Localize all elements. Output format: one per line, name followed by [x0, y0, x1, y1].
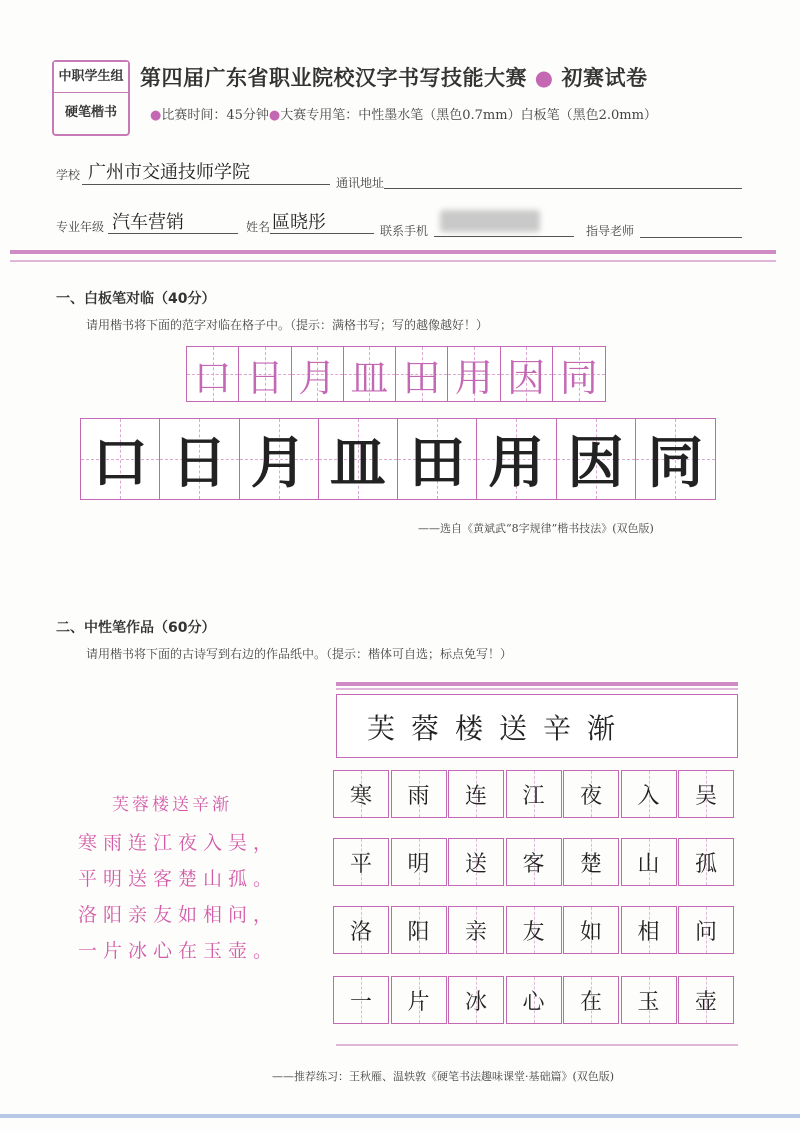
work-grid-character: 山: [637, 851, 660, 877]
grid-cell: [292, 347, 344, 401]
section2-heading: 二、中性笔作品（60分）: [56, 620, 216, 636]
work-grid-cell[interactable]: [333, 906, 389, 954]
work-grid-row: [333, 906, 736, 954]
work-grid-character: 入: [637, 783, 660, 809]
work-grid-cell[interactable]: [333, 770, 389, 818]
work-grid-character: 阳: [407, 919, 430, 945]
grid-cell: [396, 347, 448, 401]
grid-cell: [239, 347, 291, 401]
work-grid-cell[interactable]: [333, 976, 389, 1024]
grid-cell: [557, 419, 636, 499]
work-grid-cell[interactable]: [448, 906, 504, 954]
exam-title-suffix: 初赛试卷: [561, 66, 648, 90]
work-grid-cell[interactable]: [506, 976, 562, 1024]
category-badge: [52, 60, 130, 136]
exam-time: 比赛时间：45分钟: [161, 108, 269, 123]
work-grid-cell[interactable]: [621, 906, 677, 954]
badge-style-label: 硬笔楷书: [64, 105, 117, 120]
work-grid-character: 壶: [694, 989, 717, 1015]
grid-cell: [477, 419, 556, 499]
work-grid-character: 寒: [349, 783, 372, 809]
poem-line: 一片冰心在玉壶。: [78, 940, 279, 962]
work-grid-character: 亲: [464, 919, 487, 945]
work-title-box[interactable]: [336, 694, 738, 758]
work-grid-character: 平: [349, 851, 372, 877]
work-grid-cell[interactable]: [506, 770, 562, 818]
work-grid-cell[interactable]: [391, 906, 447, 954]
work-grid-character: 洛: [349, 919, 372, 945]
name-underline: [270, 233, 374, 234]
work-grid-cell[interactable]: [678, 770, 734, 818]
grid-cell: [553, 347, 605, 401]
grid-character: 口: [92, 431, 149, 496]
exam-pen: 大赛专用笔：中性墨水笔（黑色0.7mm）白板笔（黑色2.0mm）: [280, 108, 657, 123]
work-grid-character: 连: [464, 783, 487, 809]
grid-cell: [240, 419, 319, 499]
work-grid-cell[interactable]: [333, 838, 389, 886]
work-grid-character: 片: [407, 989, 430, 1015]
grid-character: 田: [402, 355, 441, 400]
work-grid-character: 友: [522, 919, 545, 945]
work-grid-cell[interactable]: [391, 838, 447, 886]
work-grid-character: 玉: [637, 989, 660, 1015]
work-grid-cell[interactable]: [621, 838, 677, 886]
work-grid-cell[interactable]: [621, 770, 677, 818]
work-grid-character: 冰: [464, 989, 487, 1015]
grid-cell: [636, 419, 715, 499]
grid-character: 因: [507, 355, 546, 400]
work-grid-row: [333, 838, 736, 886]
grid-character: 同: [647, 431, 704, 496]
grid-cell: [501, 347, 553, 401]
school-label: 学校: [56, 168, 81, 182]
grid-cell: [448, 347, 500, 401]
work-grid-cell[interactable]: [563, 770, 619, 818]
work-grid-cell[interactable]: [448, 976, 504, 1024]
model-character-grid: [186, 346, 606, 402]
name-label: 姓名: [246, 220, 271, 234]
work-grid-cell[interactable]: [678, 838, 734, 886]
work-grid-character: 问: [694, 919, 717, 945]
teacher-field[interactable]: [640, 237, 742, 238]
section2-instruction: 请用楷书将下面的古诗写到右边的作品纸中。（提示：楷体可自选；标点免写！）: [86, 647, 513, 661]
work-grid-row: [333, 976, 736, 1024]
grid-cell: [398, 419, 477, 499]
paper-top-band: [336, 682, 738, 686]
teacher-label: 指导老师: [586, 224, 635, 238]
name-value: 區晓彤: [272, 212, 326, 233]
phone-label: 联系手机: [380, 224, 429, 238]
work-grid-cell[interactable]: [563, 976, 619, 1024]
paper-top-band-thin: [336, 688, 738, 690]
section1-heading: 一、白板笔对临（40分）: [56, 291, 216, 307]
grid-character: 日: [171, 431, 228, 496]
work-grid-character: 吴: [694, 783, 717, 809]
work-grid-cell[interactable]: [563, 838, 619, 886]
grid-character: 皿: [329, 431, 386, 496]
address-label: 通讯地址: [336, 176, 385, 190]
grid-character: 同: [559, 355, 598, 400]
work-grid-character: 相: [637, 919, 660, 945]
grid-character: 日: [245, 355, 284, 400]
major-underline: [108, 233, 238, 234]
grid-character: 因: [567, 431, 624, 496]
grid-cell: [187, 347, 239, 401]
work-grid-cell[interactable]: [391, 976, 447, 1024]
work-grid-character: 如: [579, 919, 602, 945]
school-value: 广州市交通技师学院: [88, 162, 250, 183]
work-title-text: 芙蓉楼送辛渐: [367, 712, 632, 745]
grid-character: 月: [250, 431, 307, 496]
poem-line: 洛阳亲友如相问，: [78, 904, 279, 926]
work-grid-cell[interactable]: [563, 906, 619, 954]
grid-cell: [81, 419, 160, 499]
page-bottom-band: [0, 1114, 800, 1118]
work-grid-row: [333, 770, 736, 818]
work-grid-character: 孤: [694, 851, 717, 877]
work-grid-character: 送: [464, 851, 487, 877]
phone-redacted: [440, 210, 540, 232]
exam-title: 第四届广东省职业院校汉字书写技能大赛 ● 初赛试卷: [140, 66, 648, 90]
work-grid-character: 楚: [579, 851, 602, 877]
badge-group-label: 中职学生组: [54, 62, 128, 93]
grid-character: 月: [298, 355, 337, 400]
grid-cell: [319, 419, 398, 499]
grid-cell: [160, 419, 239, 499]
section1-source: ——选自《黄斌武“8字规律”楷书技法》(双色版): [418, 522, 654, 535]
divider-band-thin: [10, 260, 776, 262]
school-underline: [82, 184, 330, 185]
section2-source: ——推荐练习：王秋雁、温轶敦《硬笔书法趣味课堂·基础篇》(双色版): [272, 1070, 615, 1083]
paper-bottom-band: [336, 1044, 738, 1046]
address-field[interactable]: [384, 188, 742, 189]
poem-line: 寒雨连江夜入吴，: [78, 832, 279, 854]
work-grid-cell[interactable]: [678, 976, 734, 1024]
work-grid-character: 一: [349, 989, 372, 1015]
grid-character: 口: [193, 355, 232, 400]
phone-underline: [434, 236, 574, 237]
grid-character: 用: [454, 355, 493, 400]
grid-character: 田: [409, 431, 466, 496]
grid-character: 用: [488, 431, 545, 496]
poem-line: 平明送客楚山孤。: [78, 868, 279, 890]
work-grid-cell[interactable]: [448, 838, 504, 886]
work-grid-character: 心: [522, 989, 545, 1015]
major-value: 汽车营销: [112, 212, 184, 233]
work-grid-cell[interactable]: [506, 906, 562, 954]
poem-title: 芙蓉楼送辛渐: [112, 795, 232, 815]
work-grid-character: 江: [522, 783, 545, 809]
major-label: 专业年级: [56, 220, 105, 234]
work-grid-cell[interactable]: [678, 906, 734, 954]
work-grid-character: 在: [579, 989, 602, 1015]
work-grid-cell[interactable]: [391, 770, 447, 818]
practice-character-grid[interactable]: [80, 418, 716, 500]
work-grid-cell[interactable]: [621, 976, 677, 1024]
work-grid-character: 夜: [579, 783, 602, 809]
exam-subtitle: ●比赛时间：45分钟●大赛专用笔：中性墨水笔（黑色0.7mm）白板笔（黑色2.0mm）: [150, 108, 657, 123]
work-grid-cell[interactable]: [448, 770, 504, 818]
work-grid-character: 明: [407, 851, 430, 877]
grid-character: 皿: [350, 355, 389, 400]
section1-instruction: 请用楷书将下面的范字对临在格子中。（提示：满格书写；写的越像越好！）: [86, 318, 489, 332]
grid-cell: [344, 347, 396, 401]
work-grid-cell[interactable]: [506, 838, 562, 886]
divider-band: [10, 250, 776, 254]
work-grid-character: 雨: [407, 783, 430, 809]
work-grid-character: 客: [522, 851, 545, 877]
